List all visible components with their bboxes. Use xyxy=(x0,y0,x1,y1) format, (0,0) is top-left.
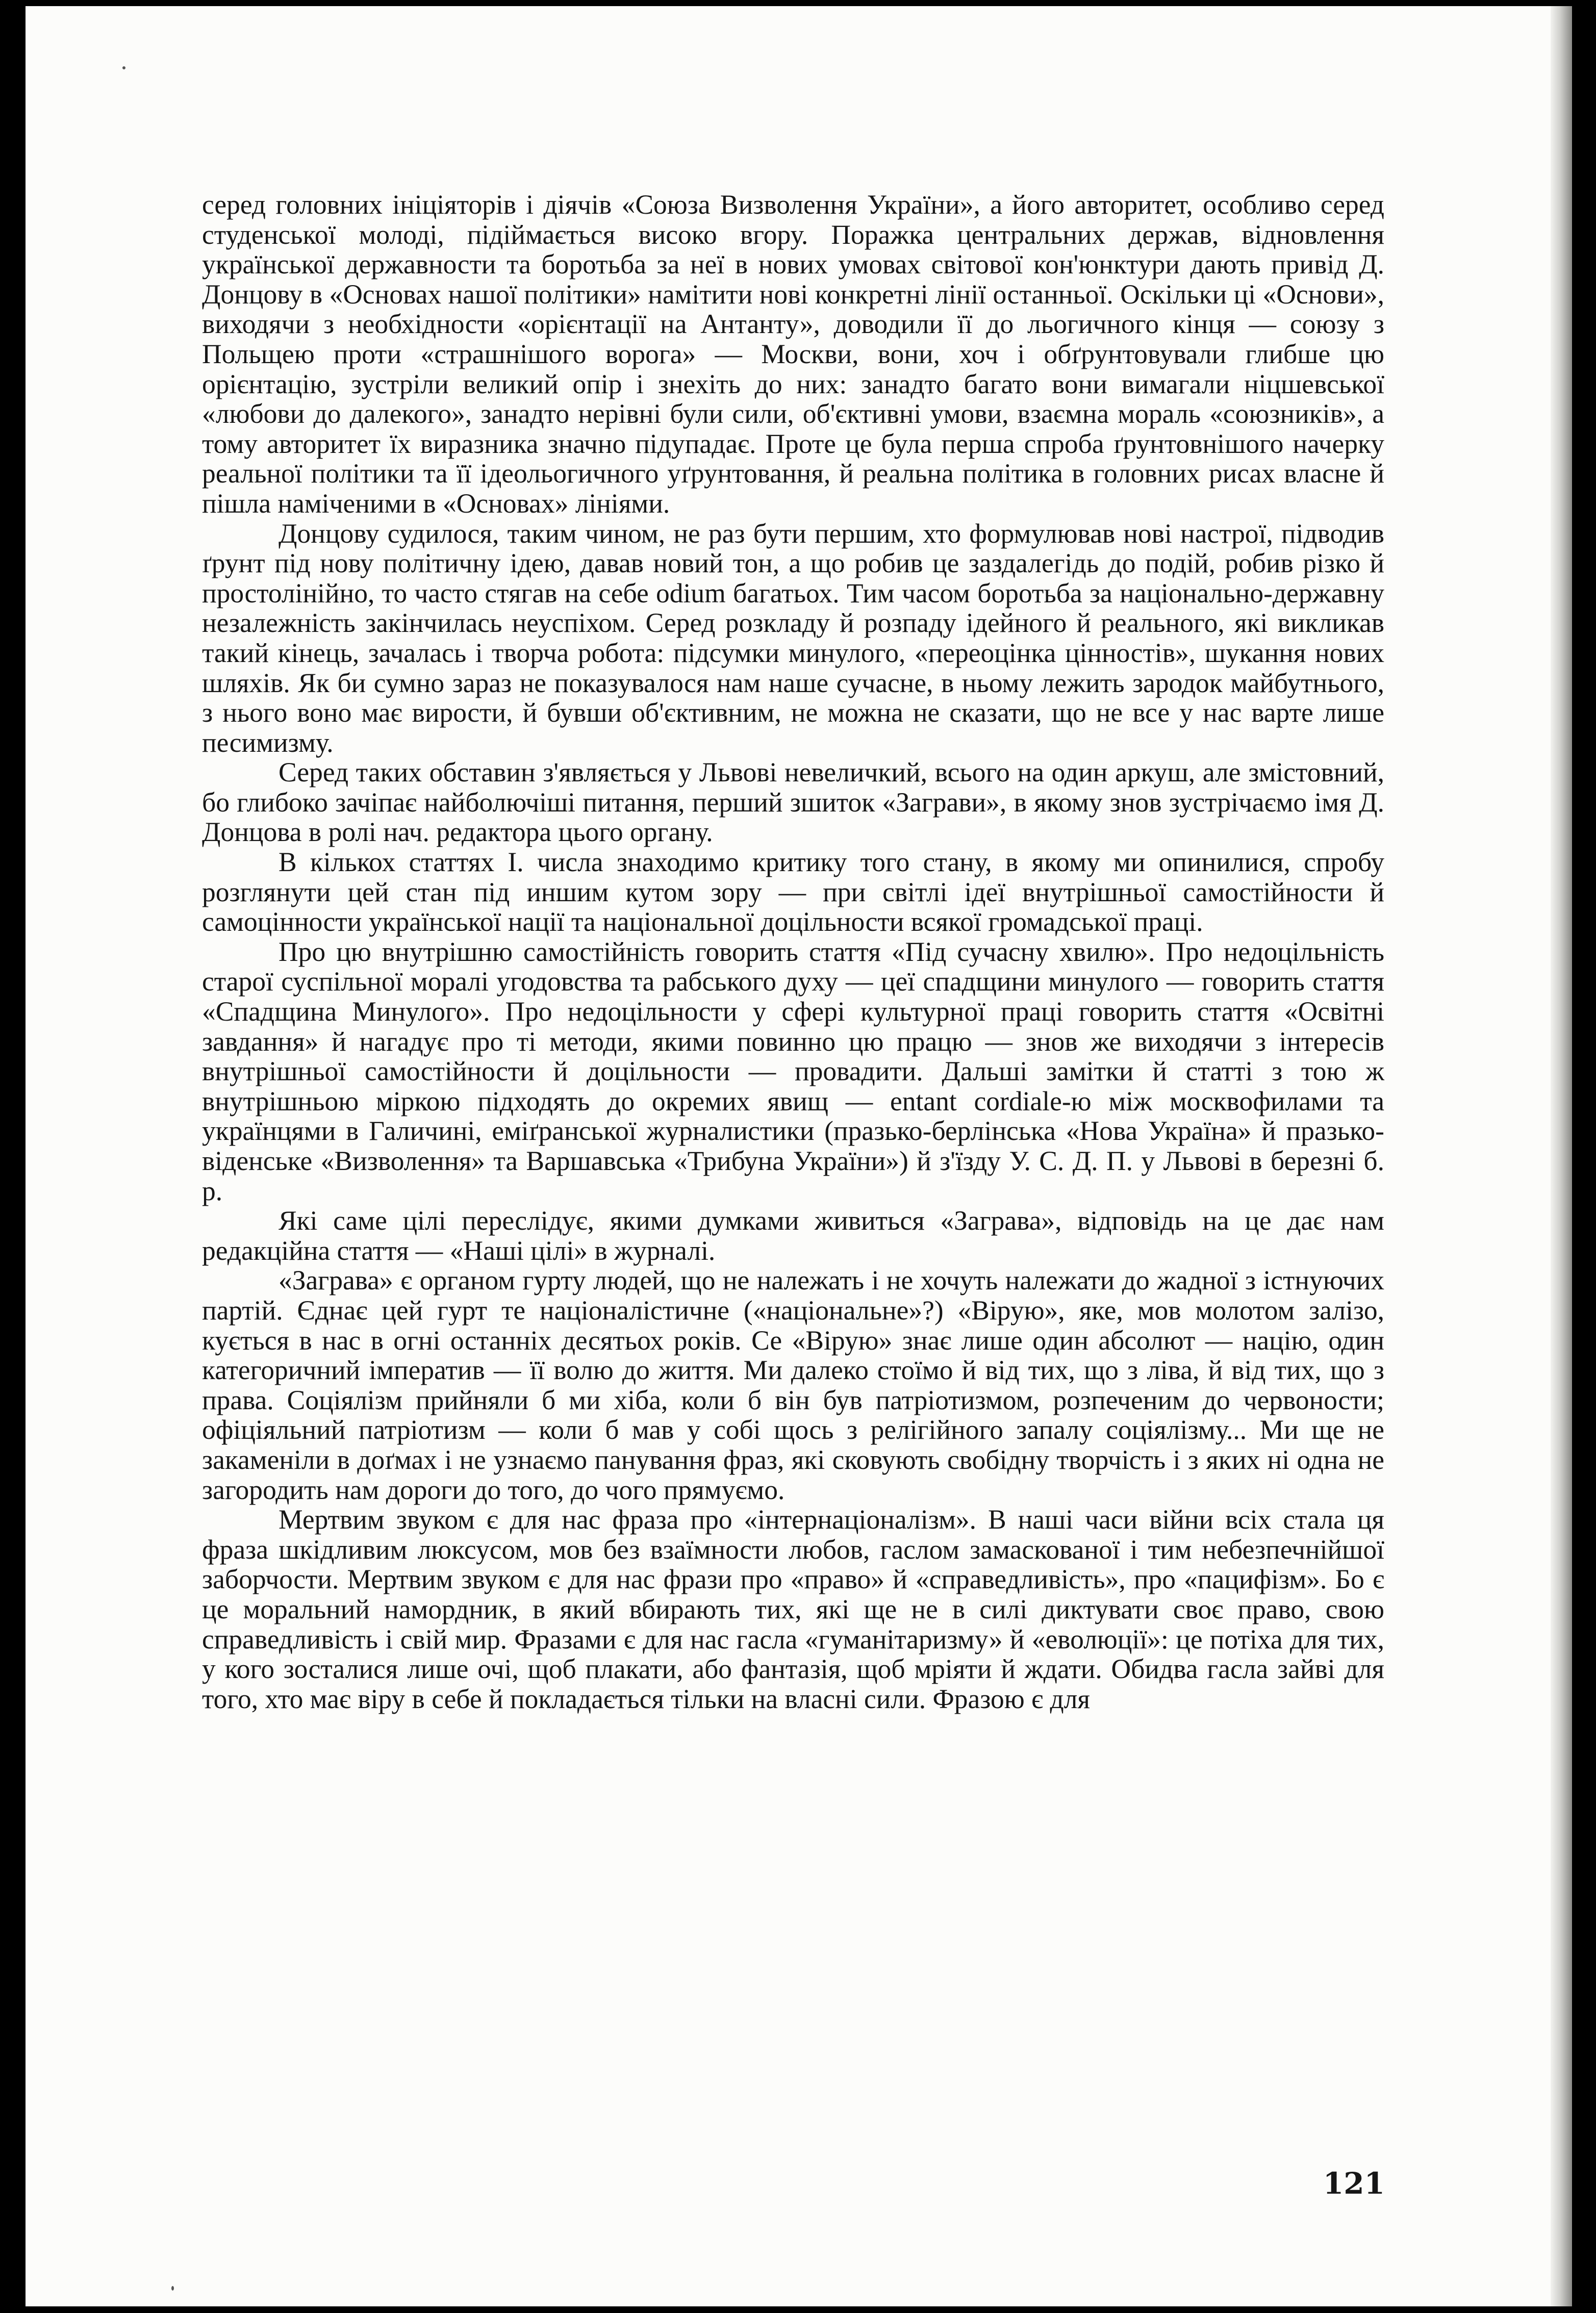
paragraph-5: Про цю внутрішню самостійність говорить стаття «Під сучасну хвилю». Про недоцільність старої суспільної моралі угодовства та рабського духу — цеї спадщини минулого — говорить стаття «Спадщина Минулого». Про недоцільности у сфері культурної праці говорить стаття «Освітні завдання» й нагадує про ті методи, якими повинно цю працю — знов же виходячи з інтересів внутрішньої самостійности й доцільности — провадити. Дальші замітки й статті з тою ж внутрішньою міркою підходять до окремих явищ — entant cordiale-ю між москвофилами та українцями в Галичині, еміґранської журналистики (празько-берлінська «Нова Україна» й празько-віденське «Визволення» та Варшавська «Трибуна України») й з'їзду У. С. Д. П. у Львові в березні б. р. xyxy=(202,936,1384,1206)
paragraph-7: «Заграва» є органом гурту людей, що не належать і не хочуть належати до жадної з істнуючих партій. Єднає цей гурт те націоналістичне («національне»?) «Вірую», яке, мов молотом залізо, кується в нас в огні останніх десятьох років. Се «Вірую» знає лише один абсолют — націю, один категоричний імператив — її волю до життя. Ми далеко стоїмо й від тих, що з ліва, й від тих, що з права. Соціялізм прийняли б ми хіба, коли б він був патріотизмом, розпеченим до червоности; офіціяльний патріотизм — коли б мав у собі щось з релігійного запалу соціялізму... Ми ще не закаменіли в доґмах і не узнаємо панування фраз, які сковують свобідну творчість і з яких ні одна не загородить нам дороги до того, до чого прямуємо. xyxy=(202,1265,1384,1505)
page-edge-shadow xyxy=(1551,6,1572,2306)
paragraph-3: Серед таких обставин з'являється у Львові невеличкий, всього на один аркуш, але змістовний, бо глибоко зачіпає найболючіші питання, перший зшиток «Заграви», в якому знов зустрічаємо імя Д. Донцова в ролі нач. редактора цього органу. xyxy=(202,757,1384,848)
paragraph-4: В кількох статтях І. числа знаходимо критику того стану, в якому ми опинилися, спробу розглянути цей стан під иншим кутом зору — при світлі ідеї внутрішньої самостійности й самоцінности української нації та національної доцільности всякої громадської праці. xyxy=(202,847,1384,937)
book-page xyxy=(26,6,1572,2306)
page-number: 121 xyxy=(1323,2166,1385,2201)
paragraph-8: Мертвим звуком є для нас фраза про «інтернаціоналізм». В наші часи війни всіх стала ця фраза шкідливим люксусом, мов без взаїмности любов, гаслом замаскованої і тим небезпечнійшої заборчости. Мертвим звуком є для нас фрази про «право» й «справедливість», про «пацифізм». Бо є це моральний намордник, в який вбирають тих, які ще не в силі диктувати своє право, свою справедливість і свій мир. Фразами є для нас гасла «гуманітаризму» й «еволюції»: це потіха для тих, у кого зосталися лише очі, щоб плакати, або фантазія, щоб мріяти й ждати. Обидва гасла зайві для того, хто має віру в себе й покладається тільки на власні сили. Фразою є для xyxy=(202,1504,1384,1714)
paragraph-1: серед головних ініціяторів і діячів «Союза Визволення України», а його авторитет, особливо серед студенської молоді, підіймається високо вгору. Поражка центральних держав, відновлення української державности та боротьба за неї в нових умовах світової кон'юнктури дають привід Д. Донцову в «Основах нашої політики» намітити нові конкретні лінії останньої. Оскільки ці «Основи», виходячи з необхідности «орієнтації на Антанту», доводили її до льогичного кінця — союзу з Польщею проти «страшнішого ворога» — Москви, вони, хоч і обґрунтовували глибше цю орієнтацію, зустріли великий опір і знехіть до них: занадто багато вони вимагали ніцшевської «любови до далекого», занадто нерівні були сили, об'єктивні умови, взаємна мораль «союзників», а тому авторитет їх виразника значно підупадає. Проте це була перша спроба ґрунтовнішого начерку реальної політики та її ідеольогичного уґрунтовання, й реальна політика в головних рисах власне й пішла наміченими в «Основах» лініями. xyxy=(202,189,1384,519)
body-text xyxy=(202,190,1384,1714)
paragraph-6: Які саме цілі переслідує, якими думками живиться «Заграва», відповідь на це дає нам редакційна стаття — «Наші цілі» в журналі. xyxy=(202,1205,1384,1266)
paper-speck xyxy=(171,2286,174,2291)
paragraph-2: Донцову судилося, таким чином, не раз бути першим, хто формулював нові настрої, підводив ґрунт під нову політичну ідею, давав новий тон, а що робив це заздалегідь до подій, робив різко й простолінійно, то часто стягав на себе odium багатьох. Тим часом боротьба за національно-державну незалежність закінчилась неуспіхом. Серед розкладу й розпаду ідейного й реального, які викликав такий кінець, зачалась і творча робота: підсумки минулого, «переоцінка цінностів», шукання нових шляхів. Як би сумно зараз не показувалося нам наше сучасне, в ньому лежить зародок майбутнього, з нього воно має вирости, й бувши об'єктивним, не можна не сказати, що не все у нас варте лише песимизму. xyxy=(202,518,1384,758)
paper-speck xyxy=(122,66,125,69)
